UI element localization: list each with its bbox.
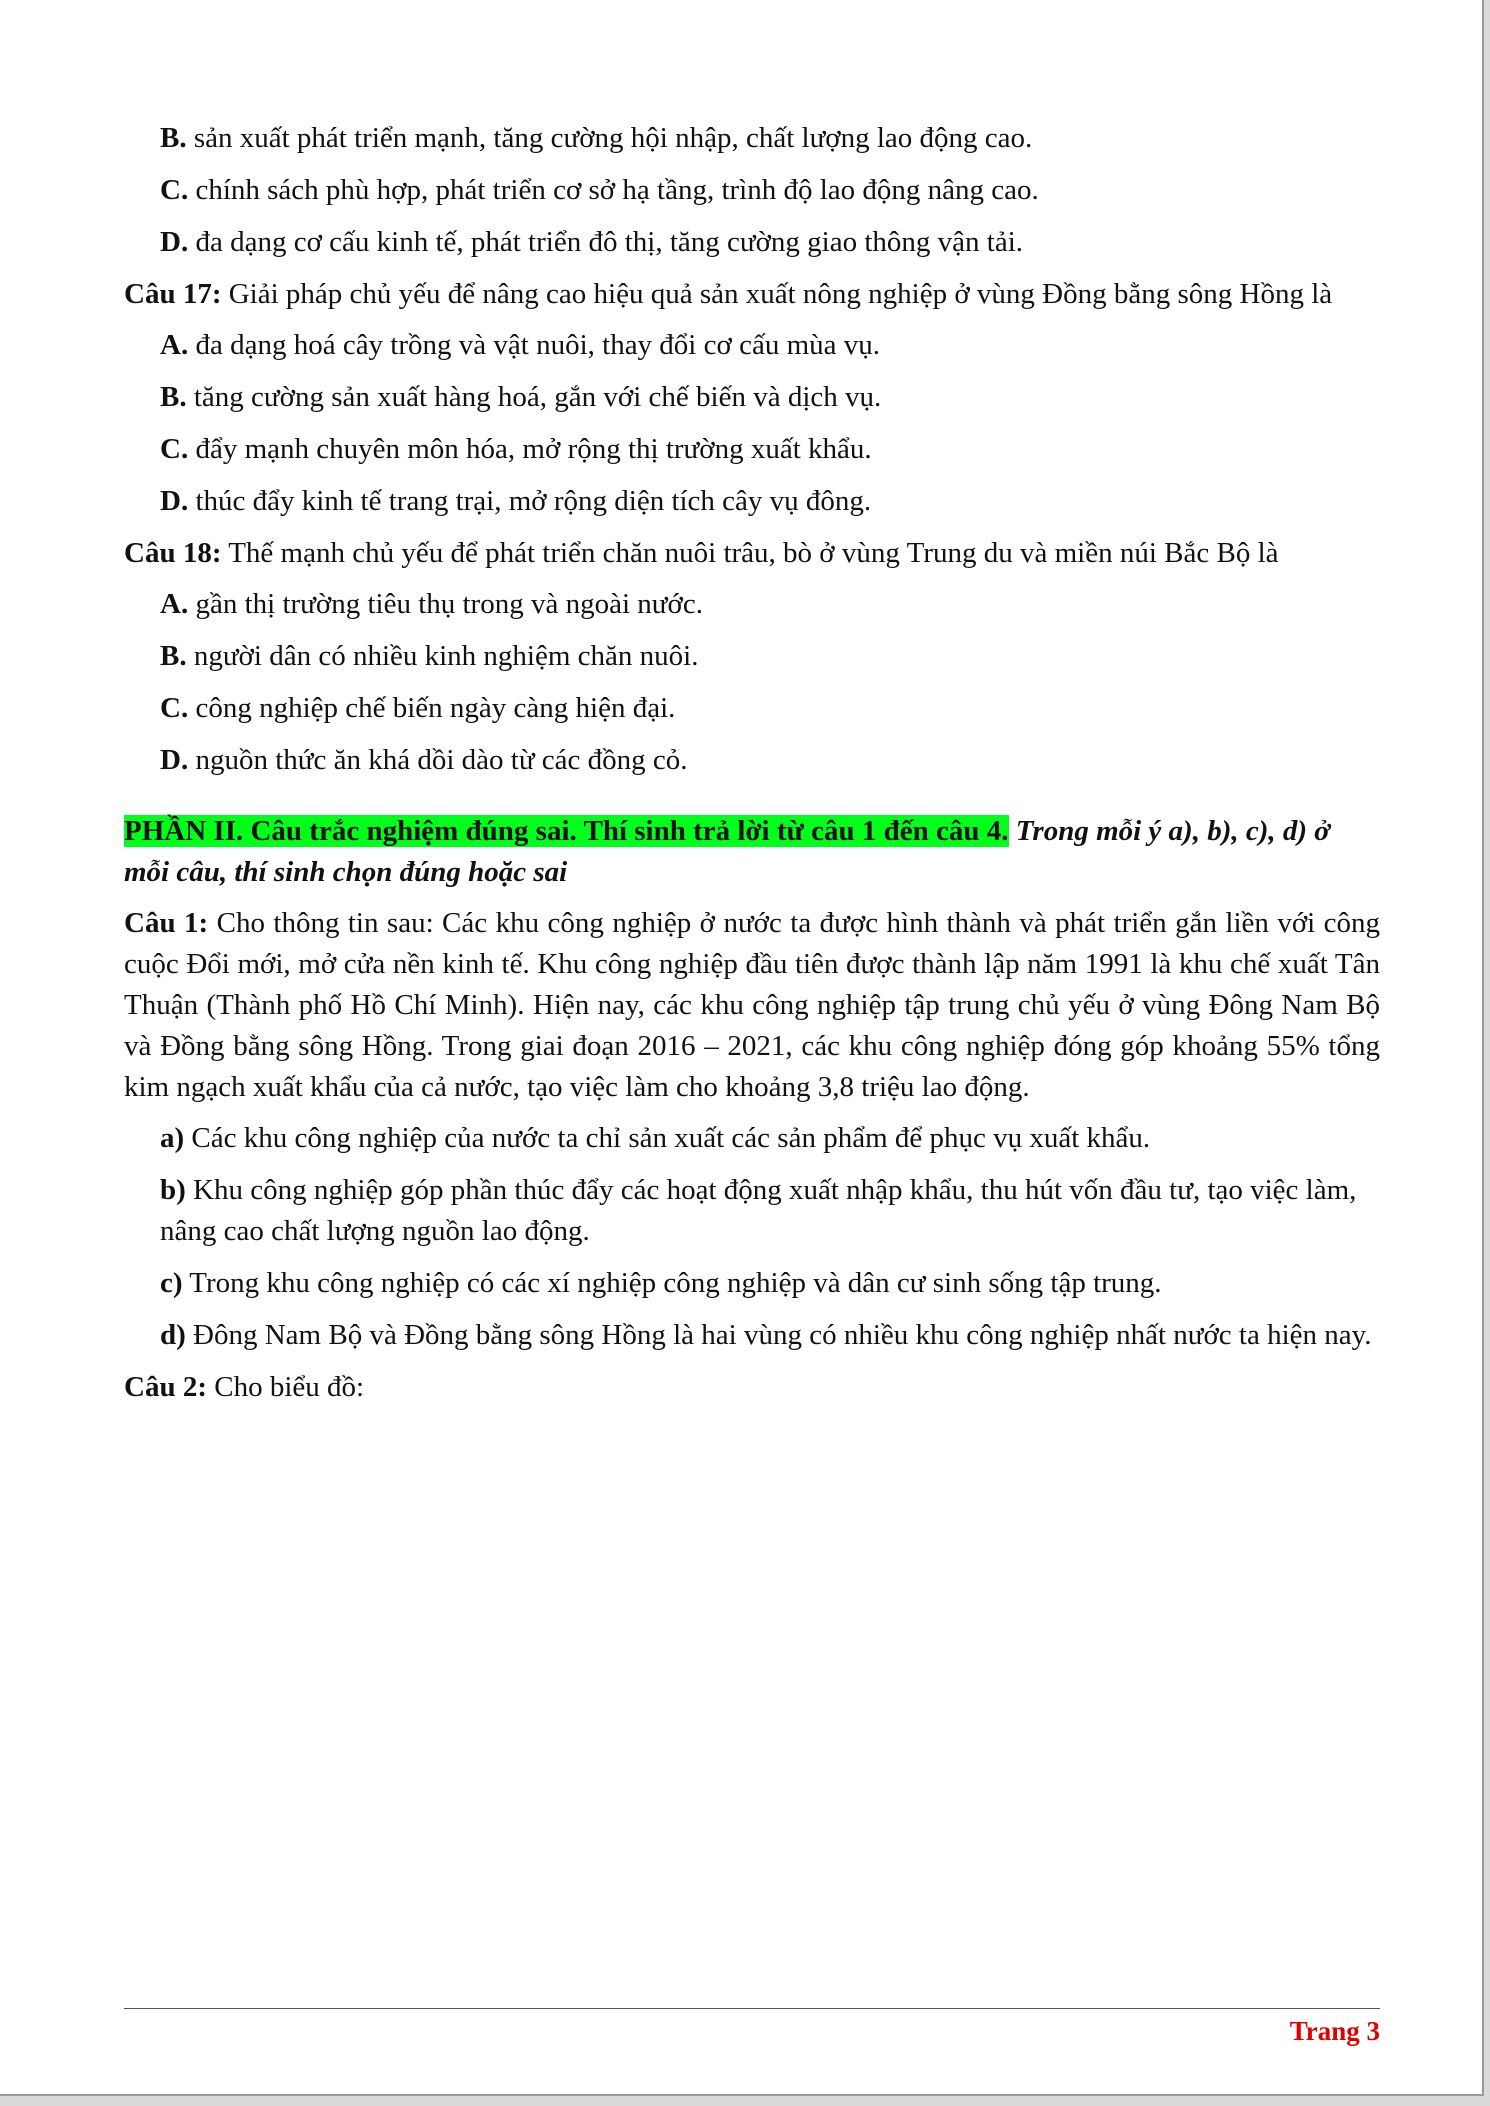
q18-option-d: D. nguồn thức ăn khá dồi dào từ các đồng cỏ.	[160, 744, 688, 776]
page-number: Trang 3	[1289, 2016, 1380, 2046]
page-content	[124, 118, 1380, 1418]
q16-option-d: D. đa dạng cơ cấu kinh tế, phát triển đô thị, tăng cường giao thông vận tải.	[160, 226, 1024, 258]
q17-option-b: B. tăng cường sản xuất hàng hoá, gắn với chế biến và dịch vụ.	[160, 381, 882, 413]
q17-option-c: C. đẩy mạnh chuyên môn hóa, mở rộng thị trường xuất khẩu.	[160, 433, 872, 465]
q18-option-a: A. gần thị trường tiêu thụ trong và ngoài nước.	[160, 588, 703, 620]
footer-divider	[124, 2008, 1380, 2009]
statement-b: b) Khu công nghiệp góp phần thúc đẩy các hoạt động xuất nhập khẩu, thu hút vốn đầu tư, tạo việc làm, nâng cao chất lượng nguồn lao động.	[160, 1174, 1357, 1247]
section-2-heading	[124, 811, 1380, 893]
q16-option-b: B. sản xuất phát triển mạnh, tăng cường hội nhập, chất lượng lao động cao.	[160, 122, 1033, 154]
q16-option-c: C. chính sách phù hợp, phát triển cơ sở hạ tầng, trình độ lao động nâng cao.	[160, 174, 1039, 206]
question-18: Câu 18: Thế mạnh chủ yếu để phát triển chăn nuôi trâu, bò ở vùng Trung du và miền núi Bắc Bộ là	[124, 537, 1279, 569]
section-2-title: PHẦN II. Câu trắc nghiệm đúng sai. Thí sinh trả lời từ câu 1 đến câu 4.	[124, 815, 1009, 847]
q18-option-c: C. công nghiệp chế biến ngày càng hiện đại.	[160, 692, 676, 724]
q17-option-d: D. thúc đẩy kinh tế trang trại, mở rộng diện tích cây vụ đông.	[160, 485, 872, 517]
question-17: Câu 17: Giải pháp chủ yếu để nâng cao hiệu quả sản xuất nông nghiệp ở vùng Đồng bằng sông Hồng là	[124, 278, 1333, 310]
section-2-question-1: Câu 1: Cho thông tin sau: Các khu công nghiệp ở nước ta được hình thành và phát triển gắn liền với công cuộc Đổi mới, mở cửa nền kinh tế. Khu công nghiệp đầu tiên được thành lập năm 1991 là khu chế xuất Tân Thuận (Thành phố Hồ Chí Minh). Hiện nay, các khu công nghiệp tập trung chủ yếu ở vùng Đông Nam Bộ và Đồng bằng sông Hồng. Trong giai đoạn 2016 – 2021, các khu công nghiệp đóng góp khoảng 55% tổng kim ngạch xuất khẩu của cả nước, tạo việc làm cho khoảng 3,8 triệu lao động.	[124, 907, 1381, 1103]
q18-option-b: B. người dân có nhiều kinh nghiệm chăn nuôi.	[160, 640, 699, 672]
statement-c: c) Trong khu công nghiệp có các xí nghiệp công nghiệp và dân cư sinh sống tập trung.	[160, 1267, 1162, 1299]
section-2-question-2: Câu 2: Cho biểu đồ:	[124, 1371, 365, 1403]
section-2-instruction: Trong mỗi ý a), b), c), d) ở mỗi câu, thí sinh chọn đúng hoặc sai	[124, 815, 1330, 888]
q17-option-a: A. đa dạng hoá cây trồng và vật nuôi, thay đổi cơ cấu mùa vụ.	[160, 329, 880, 361]
statement-d: d) Đông Nam Bộ và Đồng bằng sông Hồng là hai vùng có nhiều khu công nghiệp nhất nước ta hiện nay.	[160, 1319, 1372, 1351]
statement-a: a) Các khu công nghiệp của nước ta chỉ sản xuất các sản phẩm để phục vụ xuất khẩu.	[160, 1122, 1151, 1154]
